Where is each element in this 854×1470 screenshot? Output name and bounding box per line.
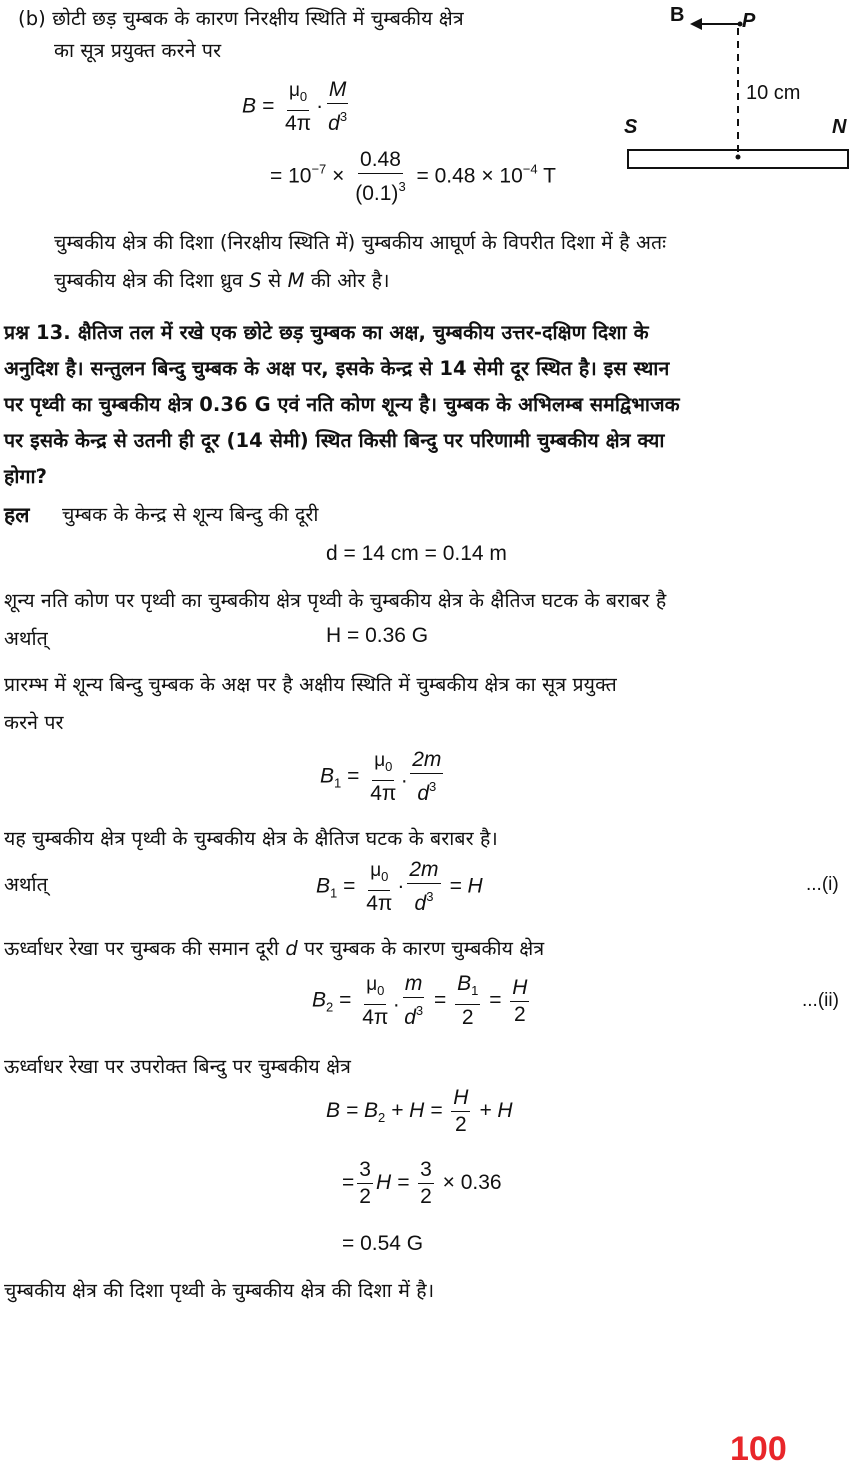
page-number: 100 <box>730 1430 787 1468</box>
formula-B1-equals-H: $B_1$ = $\frac{\mu_0}{4\pi}$ · $\frac{2m}{d^3}$ = H <box>316 858 483 915</box>
direction-line1: चुम्बकीय क्षेत्र की दिशा (निरक्षीय स्थिति में) चुम्बकीय आघूर्ण के विपरीत दिशा में है अतः <box>54 231 667 254</box>
direction-line2: चुम्बकीय क्षेत्र की दिशा ध्रुव S से M की ओर है। <box>54 269 390 292</box>
arthat-label-2: अर्थात् <box>4 873 48 896</box>
formula-three-halves: = $\frac{3}{2}$ H = $\frac{3}{2}$ × 0.36 <box>342 1158 502 1208</box>
solution-intro: चुम्बक के केन्द्र से शून्य बिन्दु की दूरी <box>62 503 319 526</box>
formula-B-total: $B = B_2 + H$ = $\frac{H}{2}$ + H <box>326 1086 513 1136</box>
formula-b-dipole: B = $\frac{\mu_0}{4\pi}$ · $\frac{M}{d^3}$ <box>242 78 348 135</box>
equation-d: d = 14 cm = 0.14 m <box>326 542 507 565</box>
diagram-label-distance: 10 cm <box>746 82 801 104</box>
part-b-line1: (b) छोटी छड़ चुम्बक के कारण निरक्षीय स्थिति में चुम्बकीय क्षेत्र <box>18 7 464 30</box>
axial-line1: प्रारम्भ में शून्य बिन्दु चुम्बक के अक्ष पर है अक्षीय स्थिति में चुम्बकीय क्षेत्र का सूत्र प्रयुक्त <box>4 673 617 696</box>
vertical-line: ऊर्ध्वाधर रेखा पर चुम्बक की समान दूरी d पर चुम्बक के कारण चुम्बकीय क्षेत्र <box>4 937 545 960</box>
vertical-point-line: ऊर्ध्वाधर रेखा पर उपरोक्त बिन्दु पर चुम्बकीय क्षेत्र <box>4 1055 352 1078</box>
bar-magnet-diagram <box>620 0 854 180</box>
formula-b-calc: = $10^{-7}$ × $\frac{0.48}{(0.1)^3}$ = $0.48 \times 10^{-4}$ T <box>270 148 556 205</box>
axial-line2: करने पर <box>4 711 64 734</box>
question13-line2: अनुदिश है। सन्तुलन बिन्दु चुम्बक के अक्ष पर, इसके केन्द्र से 14 सेमी दूर स्थित है। इस स्थान <box>4 357 670 380</box>
earth-field-line: शून्य नति कोण पर पृथ्वी का चुम्बकीय क्षेत्र पृथ्वी के चुम्बकीय क्षेत्र के क्षैतिज घटक के बराबर है <box>4 589 667 612</box>
result-value: = 0.54 G <box>342 1232 424 1255</box>
arthat-label: अर्थात् <box>4 627 48 650</box>
part-b-line2: का सूत्र प्रयुक्त करने पर <box>54 39 222 62</box>
diagram-label-S: S <box>624 116 638 138</box>
question13-line5: होगा? <box>4 465 48 488</box>
tag-i: ...(i) <box>806 874 839 895</box>
question13-line1: प्रश्न 13. क्षैतिज तल में रखे एक छोटे छड़ चुम्बक का अक्ष, चुम्बकीय उत्तर-दक्षिण दिशा के <box>4 321 649 344</box>
equation-H: H = 0.36 G <box>326 624 429 647</box>
question13-line4: पर इसके केन्द्र से उतनी ही दूर (14 सेमी) स्थित किसी बिन्दु पर परिणामी चुम्बकीय क्षेत्र क्या <box>4 429 665 452</box>
formula-B1-axial: $B_1$ = $\frac{\mu_0}{4\pi}$ . $\frac{2m}{d^3}$ <box>320 748 442 805</box>
final-line: चुम्बकीय क्षेत्र की दिशा पृथ्वी के चुम्बकीय क्षेत्र की दिशा में है। <box>4 1279 435 1302</box>
solution-label: हल <box>4 503 30 527</box>
diagram-label-B: B <box>670 4 685 26</box>
tag-ii: ...(ii) <box>802 990 839 1011</box>
equal-line: यह चुम्बकीय क्षेत्र पृथ्वी के चुम्बकीय क्षेत्र के क्षैतिज घटक के बराबर है। <box>4 827 498 850</box>
diagram-label-P: P <box>742 10 756 32</box>
question13-line3: पर पृथ्वी का चुम्बकीय क्षेत्र 0.36 G एवं नति कोण शून्य है। चुम्बक के अभिलम्ब समद्विभाजक <box>4 393 680 416</box>
formula-B2: $B_2$ = $\frac{\mu_0}{4\pi}$ . $\frac{m}{d^3}$ = $\frac{B_1}{2}$ = $\frac{H}{2}$ <box>312 972 528 1029</box>
diagram-label-N: N <box>832 116 847 138</box>
